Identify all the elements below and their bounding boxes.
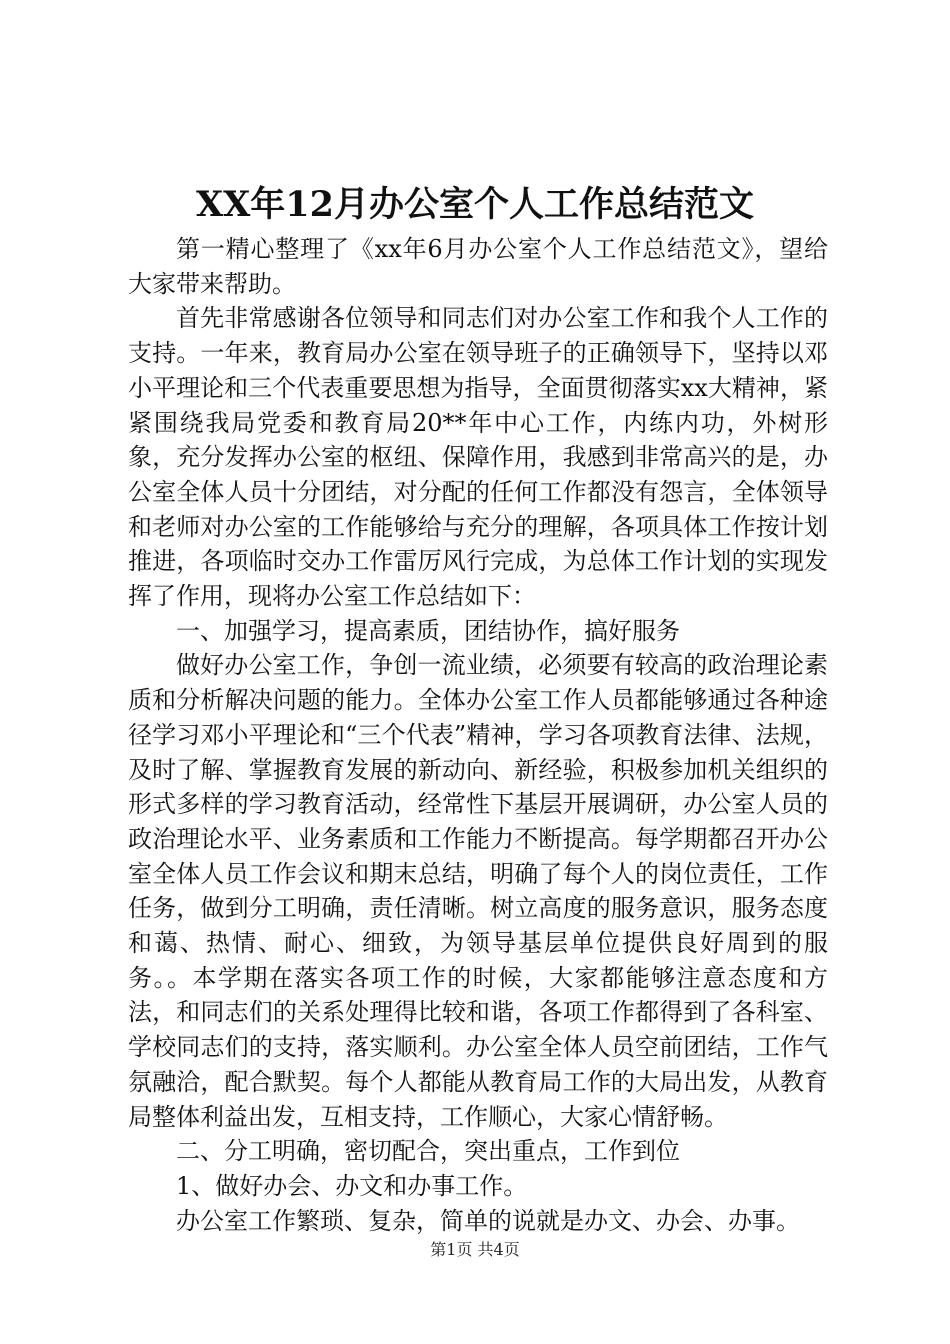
section-heading: 二、分工明确，密切配合，突出重点，工作到位 — [176, 1137, 680, 1166]
body-paragraph: 办公室工作繁琐、复杂，简单的说就是办文、办会、办事。 — [176, 1206, 800, 1235]
subsection-heading: 1、做好办会、办文和办事工作。 — [176, 1171, 528, 1200]
document-title: XX年12月办公室个人工作总结范文 — [195, 184, 755, 225]
body-paragraph: 首先非常感谢各位领导和同志们对办公室工作和我个人工作的支持。一年来，教育局办公室在领导班子的正确领导下，坚持以邓小平理论和三个代表重要思想为指导，全面贯彻落实xx大精神，紧紧围绕我局党委和教育局20**年中心工作，内练内功，外树形象，充分发挥办公室的枢纽、保障作用，我感到非常高兴的是，办公室全体人员十分团结，对分配的任何工作都没有怨言，全体领导和老师对办公室的工作能够给与充分的理解，各项具体工作按计划推进，各项临时交办工作雷厉风行完成，为总体工作计划的实现发挥了作用，现将办公室工作总结如下： — [128, 304, 828, 611]
document-body — [128, 232, 828, 1238]
page-indicator: 第1页 共4页 — [430, 1240, 520, 1259]
page-footer — [0, 1238, 950, 1262]
section-heading: 一、加强学习，提高素质，团结协作，搞好服务 — [176, 616, 680, 645]
intro-paragraph: 第一精心整理了《xx年6月办公室个人工作总结范文》，望给大家带来帮助。 — [128, 235, 828, 298]
body-paragraph: 做好办公室工作，争创一流业绩，必须要有较高的政治理论素质和分析解决问题的能力。全体办公室工作人员都能够通过各种途径学习邓小平理论和“三个代表”精神，学习各项教育法律、法规，及时了解、掌握教育发展的新动向、新经验，积极参加机关组织的形式多样的学习教育活动，经常性下基层开展调研，办公室人员的政治理论水平、业务素质和工作能力不断提高。每学期都召开办公室全体人员工作会议和期末总结，明确了每个人的岗位责任，工作任务，做到分工明确，责任清晰。树立高度的服务意识，服务态度和蔼、热情、耐心、细致，为领导基层单位提供良好周到的服务。。本学期在落实各项工作的时候，大家都能够注意态度和方法，和同志们的关系处理得比较和谐，各项工作都得到了各科室、学校同志们的支持，落实顺利。办公室全体人员空前团结，工作气氛融洽，配合默契。每个人都能从教育局工作的大局出发，从教育局整体利益出发，互相支持，工作顺心，大家心情舒畅。 — [128, 651, 828, 1131]
